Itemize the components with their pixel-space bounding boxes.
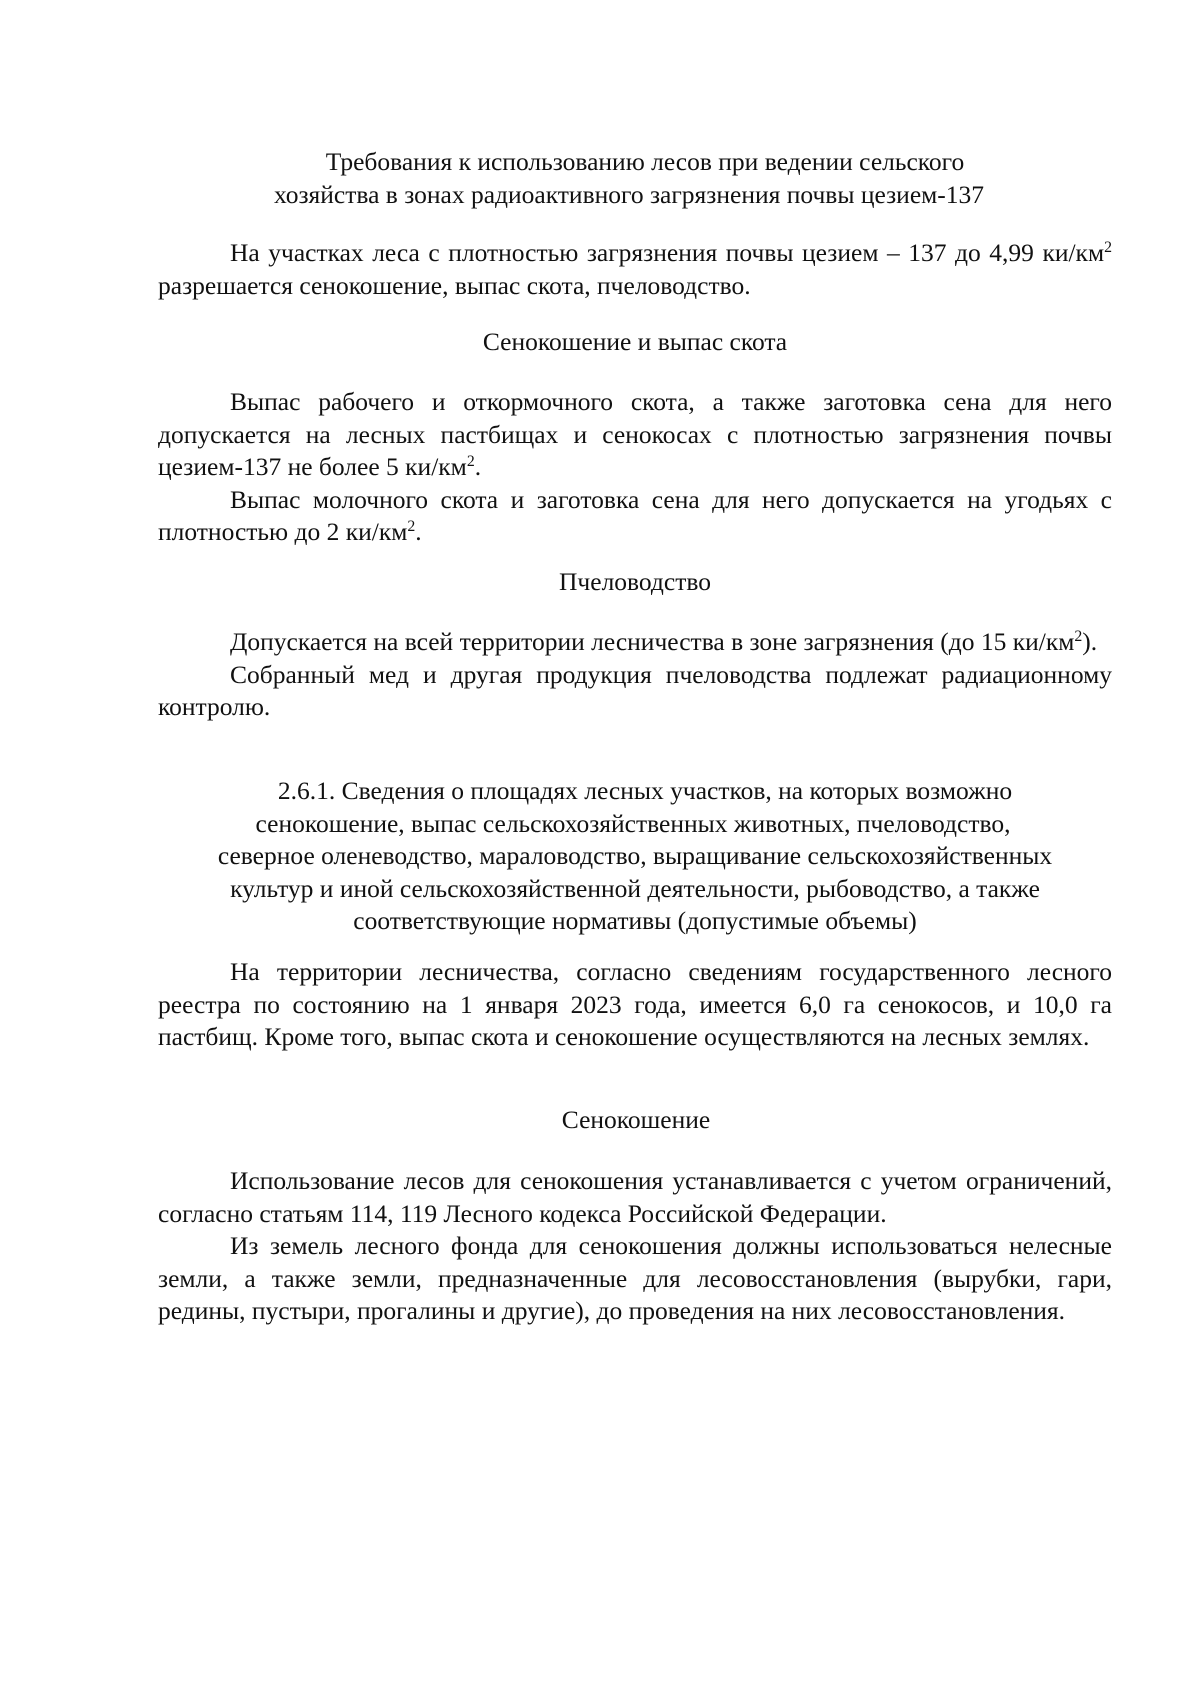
superscript: 2 — [466, 452, 475, 470]
bees-paragraph-1: Допускается на всей территории лесничества в зоне загрязнения (до 15 $ки/км^2$). — [230, 627, 1098, 656]
intro-paragraph: На участках леса с плотностью загрязнения почвы цезием – 137 до 4,99 $ки/км^2$ разрешается сенокошение, выпас скота, пчеловодство. — [158, 238, 1112, 300]
superscript: 2 — [407, 517, 416, 535]
grazing-paragraphs — [158, 386, 1112, 549]
superscript: 2 — [1074, 627, 1083, 645]
superscript: 2 — [1104, 238, 1112, 256]
haymaking-paragraph-2: Из земель лесного фонда для сенокошения должны использоваться нелесные земли, а также земли, предназначенные для лесовосстановления (вырубки, гари, редины, пустыри, прогалины и другие), до проведения на них лесовосстановления. — [158, 1231, 1112, 1325]
bees-paragraph-2: Собранный мед и другая продукция пчеловодства подлежат радиационному контролю. — [158, 659, 1112, 721]
grazing-paragraph-1: Выпас рабочего и откормочного скота, а также заготовка сена для него допускается на лесных пастбищах и сенокосах с плотностью загрязнения почвы цезием-137 не более 5 $ки/км^2$. — [158, 387, 1112, 481]
bees-paragraphs — [158, 626, 1112, 724]
title-line-2: хозяйства в зонах радиоактивного загрязнения почвы цезием-137 — [273, 179, 985, 209]
haymaking-paragraphs — [158, 1165, 1112, 1328]
heading-haymaking: Сенокошение — [561, 1105, 711, 1134]
section-2-6-1-title: 2.6.1. Сведения о площадях лесных участков, на которых возможно сенокошение, выпас сельскохозяйственных животных, пчеловодство, северное оленеводство, мараловодство, выращивание сельскохозяйственных культур и иной сельскохозяйственной деятельности, рыбоводство, а также соответствующие нормативы (допустимые объемы) — [217, 776, 1053, 935]
heading-grazing: Сенокошение и выпас скота — [482, 327, 788, 356]
title-line-1: Требования к использованию лесов при ведении сельского — [325, 147, 965, 176]
section-2-6-1-paragraph: На территории лесничества, согласно сведениям государственного лесного реестра по состоянию на 1 января 2023 года, имеется 6,0 га сенокосов, и 10,0 га пастбищ. Кроме того, выпас скота и сенокошение осуществляются на лесных землях. — [158, 957, 1112, 1051]
grazing-paragraph-2: Выпас молочного скота и заготовка сена для него допускается на угодьях с плотностью до 2 $ки/км^2$. — [158, 484, 1112, 546]
heading-bees: Пчеловодство — [559, 567, 711, 596]
haymaking-paragraph-1: Использование лесов для сенокошения устанавливается с учетом ограничений, согласно статьям 114, 119 Лесного кодекса Российской Федерации. — [158, 1166, 1112, 1228]
document-title — [158, 146, 1112, 211]
